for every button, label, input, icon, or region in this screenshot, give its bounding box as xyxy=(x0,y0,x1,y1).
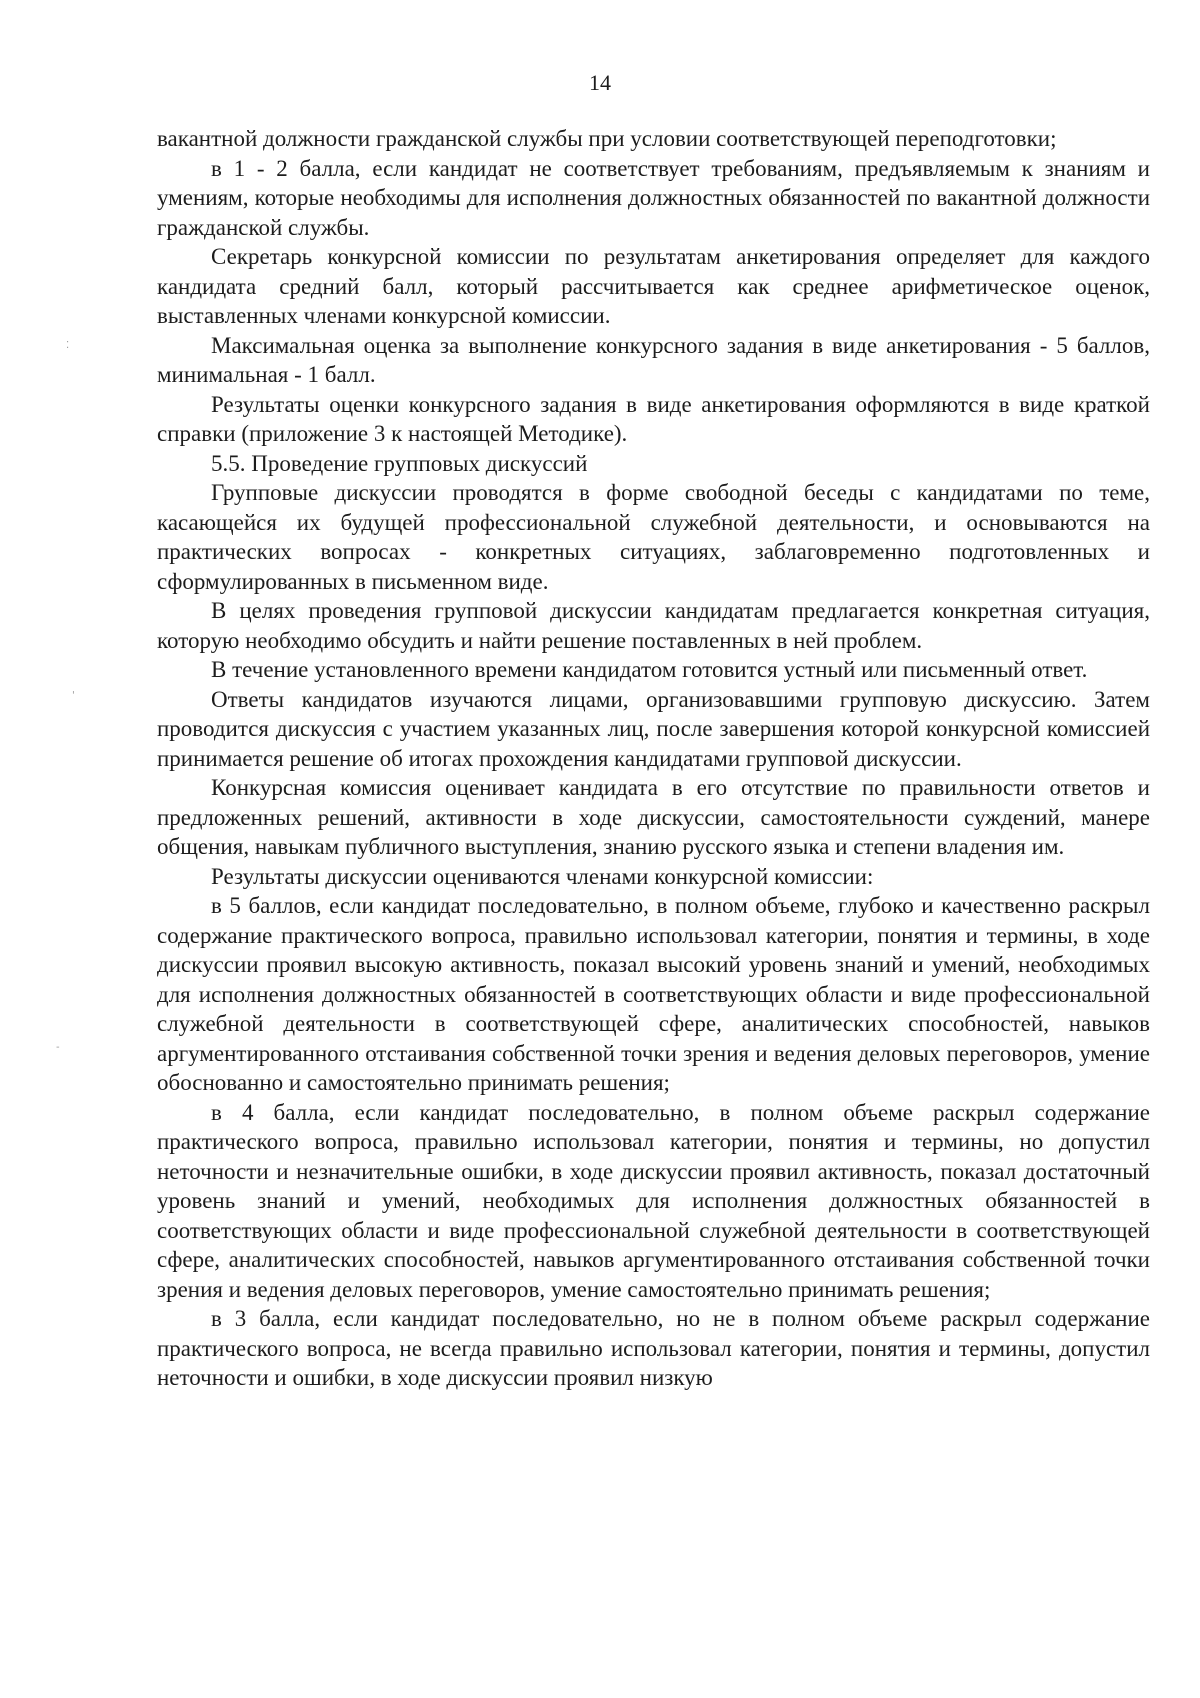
paragraph-answers-review: Ответы кандидатов изучаются лицами, организовавшими групповую дискуссию. Затем проводится дискуссия с участием указанных лиц, после завершения которой конкурсной комиссией принимается решение об итогах прохождения кандидатами групповой дискуссии. xyxy=(157,686,1150,771)
paragraph-results-intro: Результаты дискуссии оцениваются членами конкурсной комиссии: xyxy=(211,863,874,889)
scan-artifact-mark: ⁚ xyxy=(66,340,70,351)
paragraph-max-score: Максимальная оценка за выполнение конкурсного задания в виде анкетирования - 5 баллов, минимальная - 1 балл. xyxy=(157,332,1150,387)
paragraph-results-report: Результаты оценки конкурсного задания в виде анкетирования оформляются в виде краткой справки (приложение 3 к настоящей Методике). xyxy=(157,391,1150,446)
paragraph-group-discussions: Групповые дискуссии проводятся в форме свободной беседы с кандидатами по теме, касающейся их будущей профессиональной служебной деятельности, и основываются на практических вопросах - конкретных ситуациях, заблаговременно подготовленных и сформулированных в письменном виде. xyxy=(157,480,1150,594)
page-number: 14 xyxy=(589,70,611,95)
document-body xyxy=(157,124,1150,1393)
paragraph-continuation: вакантной должности гражданской службы при условии соответствующей переподготовки; xyxy=(157,126,1057,151)
paragraph-secretary-average: Секретарь конкурсной комиссии по результатам анкетирования определяет для каждого кандидата средний балл, который рассчитывается как среднее арифметическое оценок, выставленных членами конкурсной комиссии. xyxy=(157,244,1150,328)
paragraph-score-3: в 3 балла, если кандидат последовательно, но не в полном объеме раскрыл содержание практического вопроса, не всегда правильно использовал категории, понятия и термины, допустил неточности и ошибки, в ходе дискуссии проявил низкую xyxy=(157,1306,1150,1390)
paragraph-commission-evaluation: Конкурсная комиссия оценивает кандидата в его отсутствие по правильности ответов и предложенных решений, активности в ходе дискуссии, самостоятельности суждений, манере общения, навыкам публичного выступления, знанию русского языка и степени владения им. xyxy=(157,775,1150,859)
section-heading-5-5: 5.5. Проведение групповых дискуссий xyxy=(211,450,588,476)
paragraph-score-5: в 5 баллов, если кандидат последовательно, в полном объеме, глубоко и качественно раскрыл содержание практического вопроса, правильно использовал категории, понятия и термины, в ходе дискуссии проявил высокую активность, показал высокий уровень знаний и умений, необходимых для исполнения должностных обязанностей в соответствующих области и виде профессиональной служебной деятельности в соответствующей сфере, аналитических способностей, навыков аргументированного отстаивания собственной точки зрения и ведения деловых переговоров, умение обоснованно и самостоятельно принимать решения; xyxy=(157,893,1150,1095)
paragraph-discussion-purpose: В целях проведения групповой дискуссии кандидатам предлагается конкретная ситуация, которую необходимо обсудить и найти решение поставленных в ней проблем. xyxy=(157,598,1150,653)
scan-artifact-mark: ' xyxy=(72,690,75,701)
paragraph-score-1-2: в 1 - 2 балла, если кандидат не соответствует требованиям, предъявляемым к знаниям и умениям, которые необходимы для исполнения должностных обязанностей по вакантной должности гражданской службы. xyxy=(157,155,1150,240)
paragraph-score-4: в 4 балла, если кандидат последовательно, в полном объеме раскрыл содержание практического вопроса, правильно использовал категории, понятия и термины, но допустил неточности и незначительные ошибки, в ходе дискуссии проявил активность, показал достаточный уровень знаний и умений, необходимых для исполнения должностных обязанностей в соответствующих области и виде профессиональной служебной деятельности в соответствующей сфере, аналитических способностей, навыков аргументированного отстаивания собственной точки зрения и ведения деловых переговоров, умение самостоятельно принимать решения; xyxy=(157,1099,1150,1302)
scan-artifact-mark: - xyxy=(56,1042,60,1053)
paragraph-answer-preparation: В течение установленного времени кандидатом готовится устный или письменный ответ. xyxy=(211,657,1088,682)
